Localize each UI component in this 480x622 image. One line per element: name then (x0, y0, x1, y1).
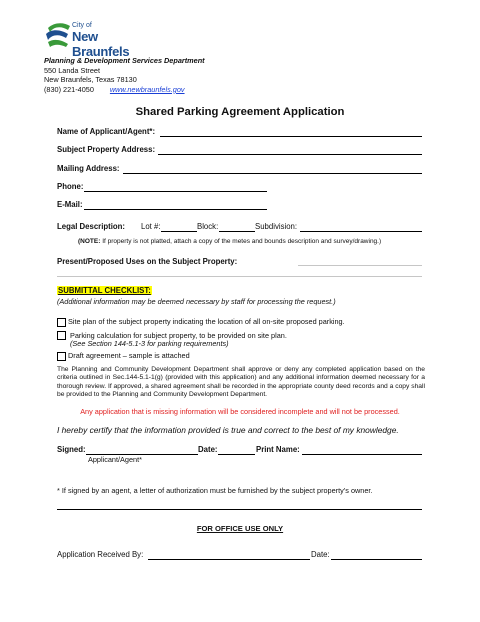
office-date-label: Date: (311, 550, 330, 559)
logo-big-text: New Braunfels (72, 29, 130, 59)
mailing-address-label: Mailing Address: (57, 164, 120, 173)
email-label: E-Mail: (57, 200, 83, 209)
section-divider (57, 509, 422, 510)
lot-field[interactable] (161, 231, 197, 232)
department-name: Planning & Development Services Department (44, 56, 205, 65)
incomplete-warning: Any application that is missing information will be considered incomplete and will not be processed. (80, 407, 400, 416)
city-logo (44, 20, 154, 59)
block-field[interactable] (219, 231, 255, 232)
print-name-field[interactable] (302, 454, 422, 455)
uses-label: Present/Proposed Uses on the Subject Property: (57, 257, 238, 266)
department-street: 550 Landa Street (44, 65, 100, 75)
approval-paragraph: The Planning and Community Development Department shall approve or deny any completed application based on the criteria outlined in Sec.144-5.1-1(g) (provided with this application) and any additional information deemed necessary for a thorough review. If approved, a shared agreement shall be recorded in the appropriate county deed records and a copy shall be provided to the Planning and Community Development Department. (57, 366, 425, 398)
department-city: New Braunfels, Texas 78130 (44, 75, 137, 85)
department-block (44, 56, 205, 94)
legal-note (78, 238, 381, 245)
legal-note-bold: (NOTE: (78, 238, 101, 245)
certification-statement: I hereby certify that the information provided is true and correct to the best of my knowledge. (57, 425, 399, 435)
uses-field-line-2[interactable] (57, 276, 422, 277)
lot-label: Lot #: (141, 222, 161, 231)
subdivision-field[interactable] (300, 231, 422, 232)
phone-label: Phone: (57, 182, 84, 191)
email-field[interactable] (84, 209, 267, 210)
legal-description-label: Legal Description: (57, 222, 126, 231)
department-phone: (830) 221-4050 (44, 84, 94, 94)
page-title: Shared Parking Agreement Application (135, 106, 345, 118)
signed-label: Signed: (57, 445, 86, 454)
applicant-field[interactable] (160, 136, 422, 137)
checklist-header: SUBMITTAL CHECKLIST: (58, 286, 151, 295)
signature-sublabel: Applicant/Agent* (88, 455, 142, 464)
checklist-checkbox-draft-agreement[interactable] (57, 352, 66, 361)
legal-note-text: If property is not platted, attach a copy of the metes and bounds description and survey/drawing.) (102, 238, 382, 245)
print-name-label: Print Name: (256, 445, 300, 454)
date-field[interactable] (218, 454, 255, 455)
date-label: Date: (198, 445, 218, 454)
city-logo-icon (44, 20, 72, 50)
checklist-checkbox-parking-calc[interactable] (57, 331, 66, 340)
uses-field[interactable] (298, 265, 422, 266)
agent-footnote: * If signed by an agent, a letter of authorization must be furnished by the subject property’s owner. (57, 486, 373, 495)
checklist-item-parking-calc: Parking calculation for subject property, to be provided on site plan. (70, 331, 287, 340)
checklist-item-draft-agreement: Draft agreement – sample is attached (68, 351, 190, 360)
office-use-title: FOR OFFICE USE ONLY (196, 524, 284, 533)
block-label: Block: (197, 222, 219, 231)
phone-field[interactable] (84, 191, 267, 192)
checklist-subtitle: (Additional information may be deemed necessary by staff for processing the request.) (57, 297, 336, 306)
website-link[interactable]: www.newbraunfels.gov (109, 84, 185, 94)
logo-small-text: City of (72, 22, 92, 29)
checklist-item-parking-calc-sub: (See Section 144-5.1-3 for parking requirements) (70, 339, 229, 348)
office-date-field[interactable] (331, 559, 422, 560)
mailing-address-field[interactable] (123, 173, 422, 174)
applicant-label: Name of Applicant/Agent*: (57, 127, 156, 136)
subdivision-label: Subdivision: (255, 222, 298, 231)
received-by-field[interactable] (148, 559, 310, 560)
property-address-field[interactable] (158, 154, 422, 155)
checklist-item-site-plan: Site plan of the subject property indicating the location of all on-site proposed parking. (68, 317, 345, 326)
property-address-label: Subject Property Address: (57, 145, 156, 154)
received-by-label: Application Received By: (57, 550, 144, 559)
checklist-checkbox-site-plan[interactable] (57, 318, 66, 327)
